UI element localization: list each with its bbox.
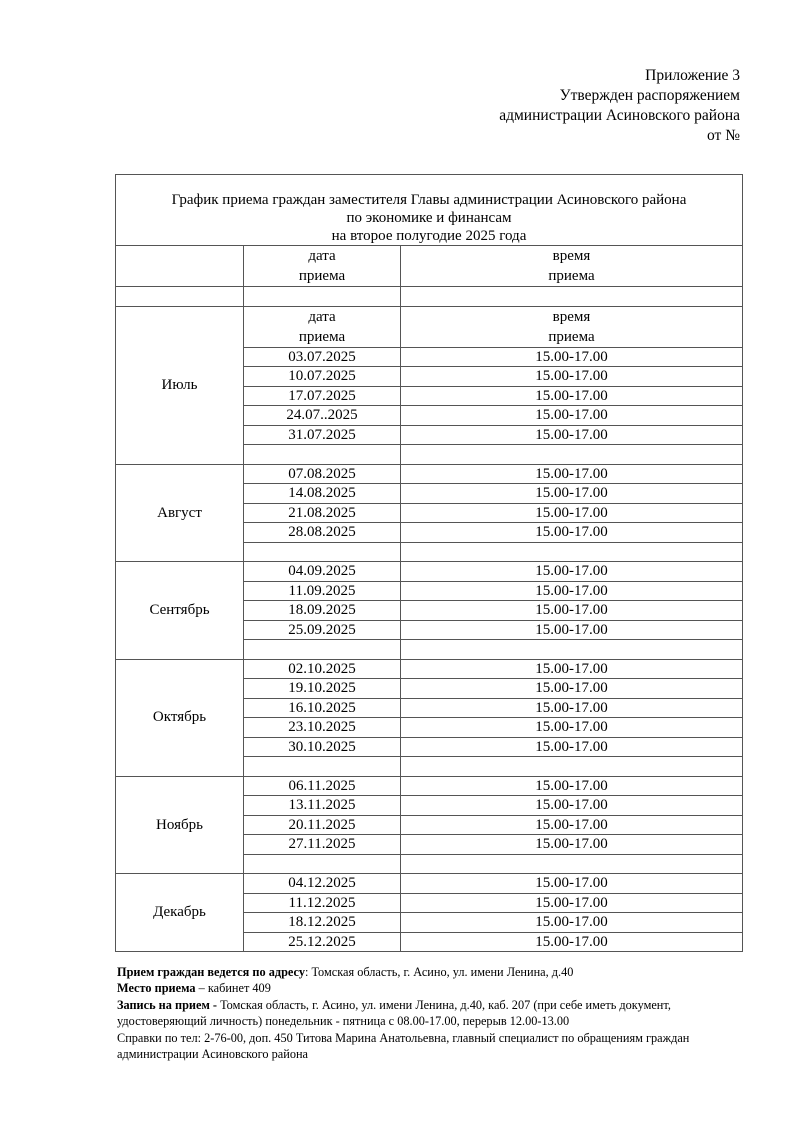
- empty-cell: [401, 640, 743, 660]
- reception-date: 24.07..2025: [244, 406, 401, 426]
- reception-time: 15.00-17.00: [401, 406, 743, 426]
- empty-cell: [244, 854, 401, 874]
- reception-time: 15.00-17.00: [401, 425, 743, 445]
- empty-cell: [116, 246, 244, 287]
- reception-time: 15.00-17.00: [401, 523, 743, 543]
- empty-cell: [244, 542, 401, 562]
- place-label: Место приема: [117, 981, 196, 996]
- header-text-line: приема: [298, 328, 346, 345]
- approval-line: Утвержден распоряжением: [559, 87, 740, 104]
- reception-date: 18.12.2025: [244, 913, 401, 933]
- reception-time: 15.00-17.00: [401, 815, 743, 835]
- reception-time: 15.00-17.00: [401, 796, 743, 816]
- reception-time: 15.00-17.00: [401, 698, 743, 718]
- reception-date: 25.09.2025: [244, 620, 401, 640]
- reception-time: 15.00-17.00: [401, 835, 743, 855]
- reception-time: 15.00-17.00: [401, 386, 743, 406]
- reception-date: 31.07.2025: [244, 425, 401, 445]
- month-label: Август: [116, 464, 244, 562]
- signup-value: Томская область, г. Асино, ул. имени Ленина, д.40, каб. 207 (при себе иметь документ, удостоверяющий личность) понедельник - пятница с 08.00-17.00, перерыв 12.00-13.00: [117, 997, 671, 1029]
- reception-time: 15.00-17.00: [401, 484, 743, 504]
- info-line: Справки по тел: 2-76-00, доп. 450 Титова Марина Анатольевна, главный специалист по обращениям граждан администрации Асиновского района: [117, 1030, 690, 1062]
- month-label: Ноябрь: [116, 776, 244, 874]
- reception-time: 15.00-17.00: [401, 776, 743, 796]
- address-label: Прием граждан ведется по адресу: [117, 965, 305, 979]
- title-row: [116, 175, 743, 246]
- date-column-header: [244, 306, 401, 347]
- table-row: [116, 562, 743, 582]
- header-text-line: время: [552, 248, 591, 264]
- reception-date: 13.11.2025: [244, 796, 401, 816]
- reception-time: 15.00-17.00: [401, 347, 743, 367]
- reception-time: 15.00-17.00: [401, 367, 743, 387]
- signup-line: [117, 997, 757, 1030]
- reception-date: 04.09.2025: [244, 562, 401, 582]
- empty-cell: [401, 542, 743, 562]
- header-text-line: время: [552, 308, 591, 325]
- authority-line: администрации Асиновского района: [499, 107, 740, 124]
- reception-date: 25.12.2025: [244, 932, 401, 952]
- reception-time: 15.00-17.00: [401, 659, 743, 679]
- title-line: на второе полугодие 2025 года: [331, 228, 527, 244]
- reception-date: 17.07.2025: [244, 386, 401, 406]
- reception-time: 15.00-17.00: [401, 620, 743, 640]
- reception-date: 23.10.2025: [244, 718, 401, 738]
- empty-cell: [244, 445, 401, 465]
- footer-info: [117, 964, 757, 1062]
- date-column-header: [244, 246, 401, 287]
- reception-date: 27.11.2025: [244, 835, 401, 855]
- reception-time: 15.00-17.00: [401, 581, 743, 601]
- month-label: Октябрь: [116, 659, 244, 776]
- reception-date: 07.08.2025: [244, 464, 401, 484]
- header-text-line: дата: [308, 248, 336, 264]
- empty-cell: [244, 287, 401, 307]
- reception-date: 11.09.2025: [244, 581, 401, 601]
- blank-row: [116, 287, 743, 307]
- empty-cell: [116, 287, 244, 307]
- date-number-line: от №: [707, 127, 740, 144]
- reception-date: 14.08.2025: [244, 484, 401, 504]
- reception-time: 15.00-17.00: [401, 562, 743, 582]
- sub-header-row: [116, 306, 743, 347]
- header-text-line: дата: [308, 308, 336, 325]
- reception-date: 20.11.2025: [244, 815, 401, 835]
- table-row: [116, 776, 743, 796]
- reception-time: 15.00-17.00: [401, 601, 743, 621]
- reception-time: 15.00-17.00: [401, 874, 743, 894]
- reception-date: 10.07.2025: [244, 367, 401, 387]
- header-text-line: приема: [548, 328, 595, 345]
- reception-date: 21.08.2025: [244, 503, 401, 523]
- reception-date: 03.07.2025: [244, 347, 401, 367]
- table-title: [116, 175, 743, 246]
- title-line: по экономике и финансам: [346, 210, 512, 226]
- time-column-header: [401, 246, 743, 287]
- reception-date: 11.12.2025: [244, 893, 401, 913]
- address-value: : Томская область, г. Асино, ул. имени Ленина, д.40: [304, 965, 574, 979]
- place-line: [117, 980, 757, 996]
- table-row: [116, 659, 743, 679]
- header-text-line: приема: [298, 268, 346, 284]
- empty-cell: [401, 445, 743, 465]
- reception-date: 04.12.2025: [244, 874, 401, 894]
- appendix-label: Приложение 3: [645, 67, 740, 84]
- empty-cell: [244, 640, 401, 660]
- reception-time: 15.00-17.00: [401, 913, 743, 933]
- month-label: Сентябрь: [116, 562, 244, 660]
- table-row: [116, 874, 743, 894]
- place-value: – кабинет 409: [195, 981, 271, 996]
- reception-time: 15.00-17.00: [401, 737, 743, 757]
- reception-date: 30.10.2025: [244, 737, 401, 757]
- document-header: [499, 66, 740, 146]
- table-row: [116, 464, 743, 484]
- reception-date: 16.10.2025: [244, 698, 401, 718]
- reception-date: 19.10.2025: [244, 679, 401, 699]
- reception-date: 18.09.2025: [244, 601, 401, 621]
- empty-cell: [244, 757, 401, 777]
- reception-date: 02.10.2025: [244, 659, 401, 679]
- column-header-row: [116, 246, 743, 287]
- reception-time: 15.00-17.00: [401, 464, 743, 484]
- header-text-line: приема: [548, 268, 595, 284]
- empty-cell: [401, 854, 743, 874]
- title-line: График приема граждан заместителя Главы администрации Асиновского района: [171, 192, 687, 208]
- reception-date: 28.08.2025: [244, 523, 401, 543]
- address-line: [117, 964, 757, 980]
- reception-time: 15.00-17.00: [401, 503, 743, 523]
- reception-time: 15.00-17.00: [401, 893, 743, 913]
- month-label: Декабрь: [116, 874, 244, 952]
- reception-time: 15.00-17.00: [401, 718, 743, 738]
- reception-time: 15.00-17.00: [401, 932, 743, 952]
- reception-date: 06.11.2025: [244, 776, 401, 796]
- schedule-table: [115, 174, 743, 952]
- month-label: Июль: [116, 306, 244, 464]
- reception-time: 15.00-17.00: [401, 679, 743, 699]
- signup-label: Запись на прием -: [117, 997, 221, 1012]
- empty-cell: [401, 287, 743, 307]
- empty-cell: [401, 757, 743, 777]
- time-column-header: [401, 306, 743, 347]
